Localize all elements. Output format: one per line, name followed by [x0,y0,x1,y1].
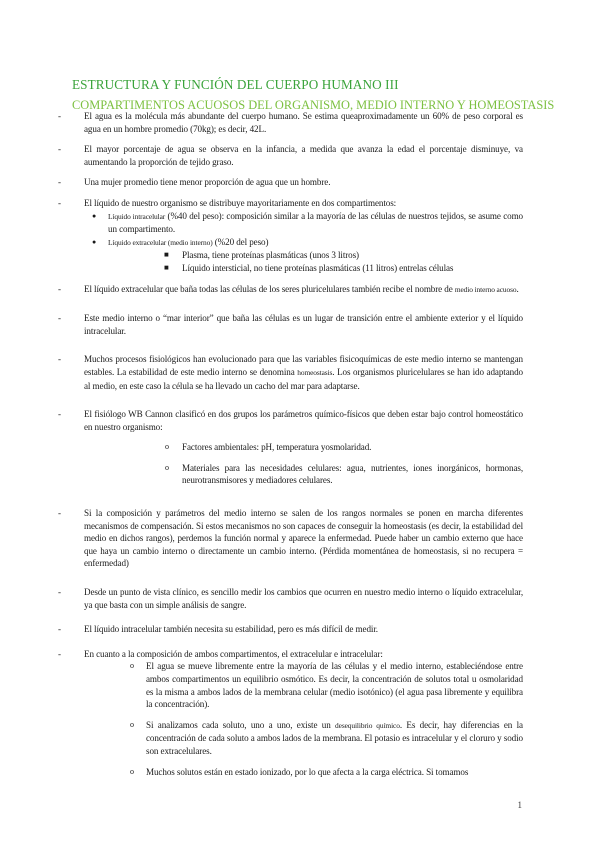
paragraph-text: En cuanto a la composición de ambos compartimentos, el extracelular e intracelular: [84,648,383,659]
page-number: 1 [517,800,522,810]
list-item [0,249,600,262]
list-item [0,441,600,454]
square-marker: ■ [164,262,169,272]
paragraph-text: (%40 del peso): composición similar a la mayoría de las células de nuestros tejidos, se asume como un compartimento. [108,210,523,235]
dash-marker: - [58,624,61,635]
list-item [0,623,600,636]
list-item [0,408,600,433]
paragraph-text-end: . Es decir, hay diferencias en la concentración de cada soluto a ambos lados de la membrana. El potasio es intracelular y el cloruro y sodio son extracelulares. [146,719,523,756]
circle-marker: o [130,661,134,671]
paragraph-text: Muchos solutos están en estado ionizado, por lo que afecta a la carga eléctrica. Si tomamos [146,766,469,777]
document-body [0,110,600,778]
document-title: ESTRUCTURA Y FUNCIÓN DEL CUERPO HUMANO III [72,77,399,92]
term-homeostasis: homeostasis [297,367,333,377]
list-item [0,586,600,611]
bullet-marker: ● [92,211,97,220]
dash-marker: - [58,409,61,420]
dash-marker: - [58,283,61,294]
dash-marker: - [58,177,61,188]
paragraph-text: Materiales para las necesidades celulares: agua, nutrientes, iones inorgánicos, hormonas, neurotransmisores y mediadores celulares. [182,462,523,486]
paragraph-text: Muchos procesos fisiológicos han evolucionado para que las variables fisicoquímicas de este medio interno se mantengan estables. La estabilidad de este medio interno se denomina [84,354,523,377]
list-item [0,197,600,210]
paragraph-text: Desde un punto de vista clínico, es sencillo medir los cambios que ocurren en nuestro medio interno o líquido extracelular, ya que basta con un simple análisis de sangre. [84,587,523,610]
list-item [0,766,600,779]
list-item [0,176,600,189]
list-item [0,719,600,758]
list-item [0,143,600,168]
circle-marker: o [165,462,169,472]
paragraph-text: El líquido de nuestro organismo se distribuye mayoritariamente en dos compartimentos: [84,197,397,208]
paragraph-text: Si la composición y parámetros del medio interno se salen de los rangos normales se ponen en marcha diferentes mecanismos de compensación. Si estos mecanismos no son capaces de conseguir la homeostasis (es decir, la estabilidad del medio en dichos rangos), perdemos la función normal y aparece la enfermedad. Puede haber un cambio externo que hace que haya un cambio interno o directamente un cambio interno. (Pérdida momentánea de homeostasis, si no recupera = enfermedad) [84,508,523,569]
list-item [0,648,600,661]
circle-marker: o [130,766,134,776]
dash-marker: - [58,313,61,324]
bullet-marker: ● [92,237,97,246]
paragraph-text: Plasma, tiene proteínas plasmáticas (unos 3 litros) [182,250,359,261]
list-item [0,236,600,250]
list-item [0,660,600,710]
dash-marker: - [58,508,61,519]
paragraph-text: El agua es la molécula más abundante del cuerpo humano. Se estima queaproximadamente un 60% de peso corporal es agua en un hombre promedio (70kg); es decir, 42L. [84,111,523,134]
list-item [0,262,600,275]
term-medio-interno: medio interno acuoso [454,284,517,294]
paragraph-text: El mayor porcentaje de agua se observa en la infancia, a medida que avanza la edad el porcentaje disminuye, va aumentando la proporción de tejido graso. [84,144,523,167]
paragraph-text: Este medio interno o “mar interior” que baña las células es un lugar de transición entre el ambiente exterior y el líquido intracelular. [84,313,523,336]
list-item [0,312,600,337]
paragraph-text-end: . Los organismos pluricelulares se han ido adaptando al medio, en este caso la célula se ha llevado un cacho del mar para adaptarse. [84,366,523,391]
term-extracelular: Líquido extracelular (medio interno) [108,237,213,247]
list-item [0,507,600,570]
paragraph-text: Factores ambientales: pH, temperatura yosmolaridad. [182,442,372,453]
dash-marker: - [58,587,61,598]
circle-marker: o [130,719,134,729]
paragraph-text: Si analizamos cada soluto, uno a uno, existe un [146,719,336,730]
square-marker: ■ [164,250,169,260]
dash-marker: - [58,144,61,155]
list-item [0,283,600,297]
circle-marker: o [165,442,169,452]
dash-marker: - [58,111,61,121]
paragraph-text-end: . [516,283,519,294]
dash-marker: - [58,354,61,365]
list-item [0,210,600,236]
list-item [0,462,600,487]
paragraph-text: (%20 del peso) [212,236,269,247]
document-subtitle: COMPARTIMENTOS ACUOSOS DEL ORGANISMO, MEDIO INTERNO Y HOMEOSTASIS [72,98,555,112]
list-item [0,353,600,392]
paragraph-text: El líquido extracelular que baña todas las células de los seres pluricelulares también recibe el nombre de [84,283,455,294]
term-intracelular: Líquido intracelular [108,211,166,221]
list-item [0,110,600,135]
paragraph-text: Una mujer promedio tiene menor proporción de agua que un hombre. [84,177,331,188]
term-desequilibrio: desequilibrio químico [335,720,400,730]
paragraph-text: El agua se mueve libremente entre la mayoría de las células y el medio interno, estableciéndose entre ambos compartimentos un equilibrio osmótico. Es decir, la concentración de solutos total u osmolaridad es la misma a ambos lados de la membrana celular (medio isotónico) (el agua pasa libremente y equilibra la concentración). [146,661,523,710]
paragraph-text: El líquido intracelular también necesita su estabilidad, pero es más difícil de medir. [84,624,378,635]
dash-marker: - [58,197,61,208]
dash-marker: - [58,648,61,659]
paragraph-text: Líquido intersticial, no tiene proteínas plasmáticas (11 litros) entrelas células [182,262,454,273]
paragraph-text: El fisiólogo WB Cannon clasificó en dos grupos los parámetros químico-físicos que deben estar bajo control homeostático en nuestro organismo: [84,409,523,432]
